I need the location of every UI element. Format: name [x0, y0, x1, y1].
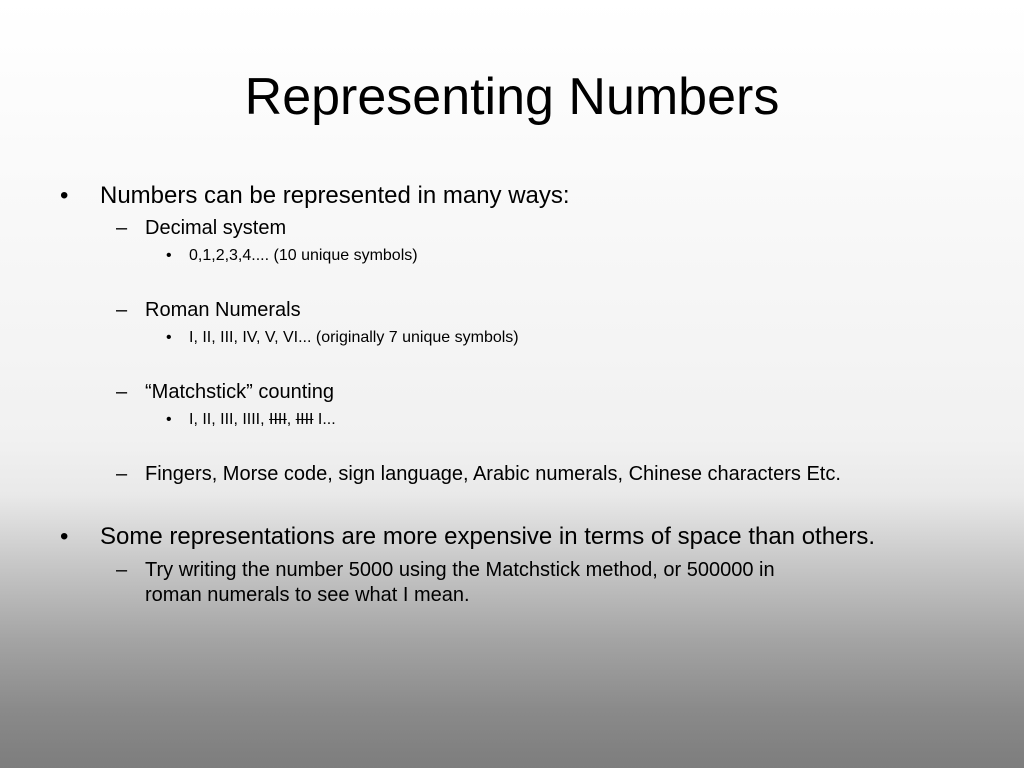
- matchstick-detail-marker: •: [166, 411, 172, 428]
- bullet-2-marker: •: [60, 523, 69, 550]
- matchstick-detail-text: [189, 409, 336, 431]
- decimal-detail-marker: •: [166, 247, 172, 264]
- sub-try-marker: –: [116, 559, 128, 581]
- decimal-detail-text: 0,1,2,3,4.... (10 unique symbols): [189, 247, 418, 264]
- sub-other-text: Fingers, Morse code, sign language, Arabic numerals, Chinese characters Etc.: [145, 463, 841, 485]
- matchstick-tally-five-2: IIII: [295, 411, 314, 428]
- matchstick-part-3: ,: [286, 411, 296, 428]
- matchstick-part-1: I, II, III, IIII,: [189, 411, 270, 428]
- sub-other-marker: –: [116, 463, 128, 485]
- sub-roman-text: Roman Numerals: [145, 299, 301, 321]
- sub-try-text-line-2: roman numerals to see what I mean.: [145, 584, 470, 606]
- bullet-2-text: Some representations are more expensive in terms of space than others.: [100, 523, 876, 550]
- sub-roman-marker: –: [116, 299, 128, 321]
- matchstick-tally-five-1: IIII: [269, 411, 287, 428]
- roman-detail-marker: •: [166, 329, 172, 346]
- sub-matchstick-marker: –: [116, 381, 128, 403]
- sub-decimal-text: Decimal system: [145, 217, 287, 239]
- matchstick-part-5: I...: [313, 411, 336, 428]
- bullet-1-text: Numbers can be represented in many ways:: [100, 182, 570, 209]
- bullet-1-marker: •: [60, 182, 69, 209]
- slide-title: Representing Numbers: [244, 68, 780, 126]
- sub-decimal-marker: –: [116, 217, 128, 239]
- roman-detail-text: I, II, III, IV, V, VI... (originally 7 unique symbols): [189, 329, 519, 346]
- sub-try-text-line-1: Try writing the number 5000 using the Matchstick method, or 500000 in: [145, 559, 775, 581]
- sub-matchstick-text: “Matchstick” counting: [145, 381, 334, 403]
